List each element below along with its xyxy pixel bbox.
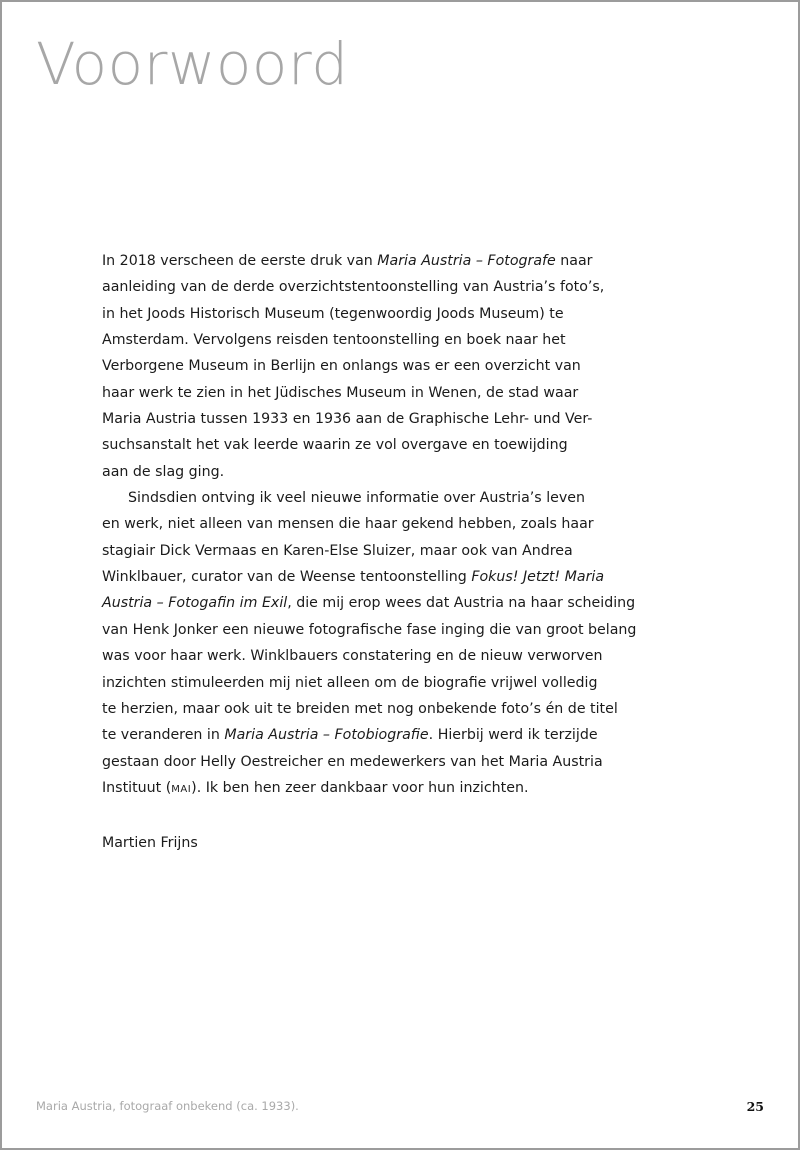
text-line bbox=[102, 564, 662, 590]
text-segment: Winklbauer, curator van de Weense tentoonstelling bbox=[102, 569, 472, 586]
text-segment: en werk, niet alleen van mensen die haar gekend hebben, zoals haar bbox=[102, 516, 594, 533]
text-segment: gestaan door Helly Oestreicher en medewerkers van het Maria Austria bbox=[102, 753, 603, 770]
text-line bbox=[102, 406, 662, 432]
text-segment: Verborgene Museum in Berlijn en onlangs was er een overzicht van bbox=[102, 358, 581, 375]
text-segment: stagiair Dick Vermaas en Karen-Else Sluizer, maar ook van Andrea bbox=[102, 542, 573, 559]
text-line bbox=[102, 617, 662, 643]
text-line bbox=[102, 485, 662, 511]
text-line bbox=[102, 670, 662, 696]
text-segment: inzichten stimuleerden mij niet alleen om de biografie vrijwel volledig bbox=[102, 674, 598, 691]
text-segment: aan de slag ging. bbox=[102, 463, 225, 480]
text-segment: Sindsdien ontving ik veel nieuwe informatie over Austria’s leven bbox=[128, 490, 585, 507]
text-segment: Maria Austria tussen 1933 en 1936 aan de Graphische Lehr- und Ver- bbox=[102, 411, 593, 428]
text-segment: . Hierbij werd ik terzijde bbox=[428, 727, 598, 744]
text-line bbox=[102, 432, 662, 458]
text-line bbox=[102, 722, 662, 748]
text-segment: Amsterdam. Vervolgens reisden tentoonstelling en boek naar het bbox=[102, 332, 566, 349]
text-line bbox=[102, 248, 662, 274]
text-segment: te veranderen in bbox=[102, 727, 225, 744]
text-line bbox=[102, 301, 662, 327]
text-segment: aanleiding van de derde overzichtstentoonstelling van Austria’s foto’s, bbox=[102, 279, 605, 296]
italic-title: Fokus! Jetzt! Maria bbox=[471, 569, 605, 586]
text-segment: Instituut ( bbox=[102, 779, 172, 796]
abbreviation: mai bbox=[171, 779, 192, 796]
text-line bbox=[102, 327, 662, 353]
text-segment: haar werk te zien in het Jüdisches Museum in Wenen, de stad waar bbox=[102, 384, 579, 401]
foreword-text bbox=[102, 248, 662, 801]
text-line bbox=[102, 353, 662, 379]
paragraph-1 bbox=[102, 248, 662, 485]
text-line bbox=[102, 459, 662, 485]
text-segment: In 2018 verscheen de eerste druk van bbox=[102, 253, 378, 269]
italic-title: Maria Austria – Fotobiografie bbox=[224, 727, 429, 744]
author-signature: Martien Frijns bbox=[102, 835, 198, 851]
text-line bbox=[102, 511, 662, 537]
text-line bbox=[102, 775, 662, 801]
text-line bbox=[102, 590, 662, 616]
text-line bbox=[102, 696, 662, 722]
page-title: Voorwoord bbox=[36, 30, 349, 98]
photo-caption: Maria Austria, fotograaf onbekend (ca. 1933). bbox=[36, 1099, 299, 1113]
text-segment: te herzien, maar ook uit te breiden met nog onbekende foto’s én de titel bbox=[102, 700, 618, 717]
text-segment: ). Ik ben hen zeer dankbaar voor hun inzichten. bbox=[191, 779, 529, 796]
text-segment: naar bbox=[555, 253, 593, 269]
text-line bbox=[102, 274, 662, 300]
text-line bbox=[102, 749, 662, 775]
text-segment: suchsanstalt het vak leerde waarin ze vol overgave en toewijding bbox=[102, 437, 568, 454]
text-line bbox=[102, 380, 662, 406]
italic-title: Austria – Fotogafin im Exil bbox=[102, 595, 288, 612]
text-line bbox=[102, 538, 662, 564]
text-segment: in het Joods Historisch Museum (tegenwoordig Joods Museum) te bbox=[102, 305, 564, 322]
text-line bbox=[102, 643, 662, 669]
italic-title: Maria Austria – Fotografe bbox=[377, 253, 556, 269]
text-segment: van Henk Jonker een nieuwe fotografische fase inging die van groot belang bbox=[102, 621, 637, 638]
paragraph-2 bbox=[102, 485, 662, 801]
text-segment: , die mij erop wees dat Austria na haar scheiding bbox=[287, 595, 636, 612]
page-number: 25 bbox=[746, 1099, 764, 1114]
text-segment: was voor haar werk. Winklbauers constatering en de nieuw verworven bbox=[102, 648, 603, 665]
